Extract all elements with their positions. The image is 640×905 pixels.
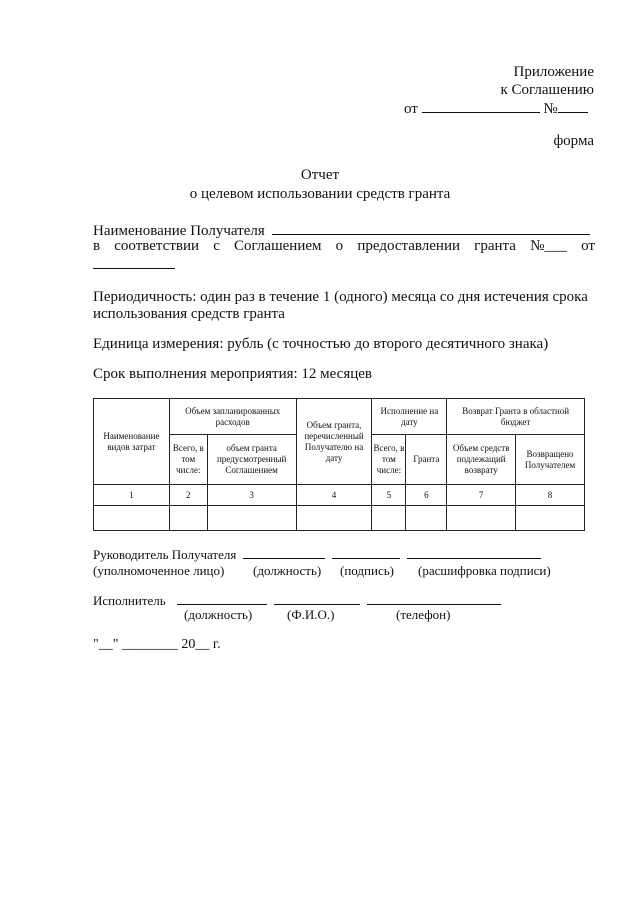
col-number: 1 [94,485,170,506]
col-number: 6 [406,485,447,506]
ref-word-9: от [581,238,595,254]
ref-word-4: Соглашением [234,238,322,254]
col-number: 3 [207,485,296,506]
appendix-label: Приложение [513,64,594,80]
col-number: 8 [516,485,585,506]
date-blank [422,100,540,113]
col-execution-total: Всего, в том числе: [372,435,406,485]
col-planned-total: Всего, в том числе: [169,435,207,485]
col-grant-planned: объем гранта предусмотренный Соглашением [207,435,296,485]
col-number: 2 [169,485,207,506]
col-grant-transferred: Объем гранта, перечисленный Получателю на дату [296,399,372,485]
empty-cell [94,506,170,531]
executor-phone-blank [367,592,501,605]
col-number: 7 [447,485,516,506]
col-execution-grant: Гранта [406,435,447,485]
col-number: 5 [372,485,406,506]
implementation-term: Срок выполнения мероприятия: 12 месяцев [93,366,373,382]
executor-sub-2: (Ф.И.О.) [287,607,335,622]
report-subtitle: о целевом использовании средств гранта [189,186,451,202]
head-name-blank [407,546,541,559]
head-sub-3: (подпись) [340,563,394,578]
head-sub-2: (должность) [253,563,322,578]
agreement-date-number-line [404,100,588,118]
empty-cell [372,506,406,531]
recipient-name-blank [272,222,590,235]
ref-word-3: с [213,238,220,254]
signature-date: "__" ________ 20__ г. [93,637,221,652]
periodicity-line-1: Периодичность: один раз в течение 1 (одного) месяца со дня истечения срока [93,289,588,305]
empty-cell [207,506,296,531]
number-blank [558,100,588,113]
periodicity-line-2: использования средств гранта [93,306,285,322]
agreement-label: к Соглашению [500,82,594,98]
ref-word-6: предоставлении [357,238,460,254]
group-grant-return: Возврат Гранта в областной бюджет [447,399,585,435]
head-position-blank [243,546,325,559]
head-sub-4: (расшифровка подписи) [418,563,551,578]
executor-position-blank [177,592,267,605]
agreement-reference-line [93,238,595,255]
empty-cell [406,506,447,531]
empty-cell [516,506,585,531]
head-signature-line [93,546,541,563]
head-sub-1: (уполномоченное лицо) [93,563,225,578]
empty-cell [169,506,207,531]
ref-word-5: о [335,238,344,254]
ref-word-8: №___ [530,238,567,254]
agreement-date-blank [93,256,175,269]
head-signature-blank [332,546,400,559]
group-planned-expenses: Объем запланированных расходов [169,399,296,435]
unit-of-measure: Единица измерения: рубль (с точностью до второго десятичного знака) [93,336,549,352]
executor-sub-1: (должность) [184,607,253,622]
form-label: форма [553,133,594,149]
date-prefix: от [404,101,418,117]
col-number: 4 [296,485,372,506]
col-returned: Возвращено Получателем [516,435,585,485]
empty-data-row [94,506,585,531]
ref-word-7: гранта [474,238,516,254]
group-execution: Исполнение на дату [372,399,447,435]
col-return-due: Объем средств подлежащий возврату [447,435,516,485]
head-label: Руководитель Получателя [93,547,237,562]
ref-word-1: в [93,238,101,254]
executor-sub-3: (телефон) [396,607,451,622]
executor-label: Исполнитель [93,593,166,608]
grant-report-table [93,398,585,531]
ref-word-2: соответствии [114,238,200,254]
recipient-name-label: Наименование Получателя [93,223,265,239]
empty-cell [296,506,372,531]
report-title: Отчет [300,167,340,183]
col-expense-types: Наименование видов затрат [94,399,170,485]
empty-cell [447,506,516,531]
number-sign: № [543,101,558,117]
executor-name-blank [274,592,360,605]
